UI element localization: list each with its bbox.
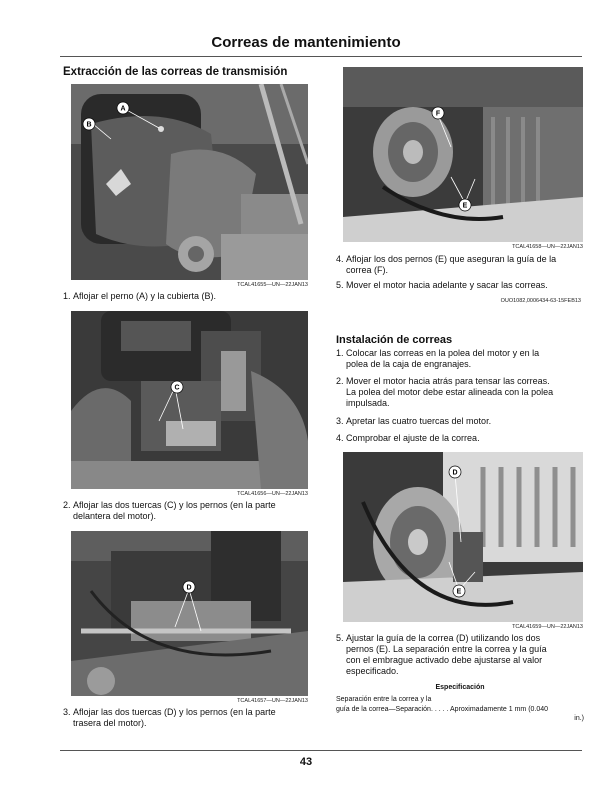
figure-caption: TCAL41658—UN—22JAN13 xyxy=(512,244,583,250)
svg-text:E: E xyxy=(456,588,462,596)
figure-belt-guide-adjust xyxy=(343,452,583,622)
figure-caption: TCAL41657—UN—22JAN13 xyxy=(237,698,308,704)
spec-line: guía de la correa—Separación. . . . . Aproximadamente 1 mm (0.040 xyxy=(336,706,549,713)
step-3: 3. Aflojar las dos tuercas (D) y los pernos (en la parte trasera del motor). xyxy=(63,707,276,728)
figure-caption: TCAL41656—UN—22JAN13 xyxy=(237,491,308,497)
svg-text:B: B xyxy=(86,121,92,129)
figure-belt-guide xyxy=(343,67,583,242)
step-1: 1. Aflojar el perno (A) y la cubierta (B). xyxy=(63,291,217,301)
svg-text:A: A xyxy=(120,105,126,113)
install-step-1: 1. Colocar las correas en la polea del motor y en la polea de la caja de engranajes. xyxy=(336,348,540,369)
install-step-4: 4. Comprobar el ajuste de la correa. xyxy=(336,433,480,443)
document-reference: OUO1082,0006434-63-15FEB13 xyxy=(500,298,581,304)
spec-heading: Especificación xyxy=(435,684,485,691)
svg-text:C: C xyxy=(174,384,180,392)
title-rule xyxy=(60,56,582,57)
figure-front-nuts xyxy=(71,311,308,489)
svg-text:E: E xyxy=(462,202,468,210)
spec-line: in.) xyxy=(574,715,584,722)
svg-text:D: D xyxy=(186,584,192,592)
figure-rear-nuts xyxy=(71,531,308,696)
svg-text:F: F xyxy=(435,110,441,118)
page-number: 43 xyxy=(299,756,313,768)
install-step-3: 3. Apretar las cuatro tuercas del motor. xyxy=(336,416,492,426)
step-2: 2. Aflojar las dos tuercas (C) y los pernos (en la parte delantera del motor). xyxy=(63,500,276,521)
page-title: Correas de mantenimiento xyxy=(211,34,401,51)
section-heading-removal: Extracción de las correas de transmisión xyxy=(63,66,288,78)
install-step-2: 2. Mover el motor hacia atrás para tensar las correas. La polea del motor debe estar alineada con la polea impulsada. xyxy=(336,376,554,408)
spec-line: Separación entre la correa y la xyxy=(336,696,432,703)
figure-caption: TCAL41655—UN—22JAN13 xyxy=(237,282,308,288)
step-4: 4. Aflojar los dos pernos (E) que aseguran la guía de la correa (F). xyxy=(336,254,557,275)
section-heading-install: Instalación de correas xyxy=(336,334,453,346)
svg-text:D: D xyxy=(452,469,458,477)
footer-rule xyxy=(60,750,582,751)
step-5: 5. Mover el motor hacia adelante y sacar las correas. xyxy=(336,280,548,290)
figure-belt-cover xyxy=(71,84,308,280)
figure-caption: TCAL41659—UN—22JAN13 xyxy=(512,624,583,630)
install-step-5: 5. Ajustar la guía de la correa (D) utilizando los dos pernos (E). La separación entre la correa y la guía con el embrague activado debe ajustarse al valor especificado. xyxy=(336,633,547,676)
